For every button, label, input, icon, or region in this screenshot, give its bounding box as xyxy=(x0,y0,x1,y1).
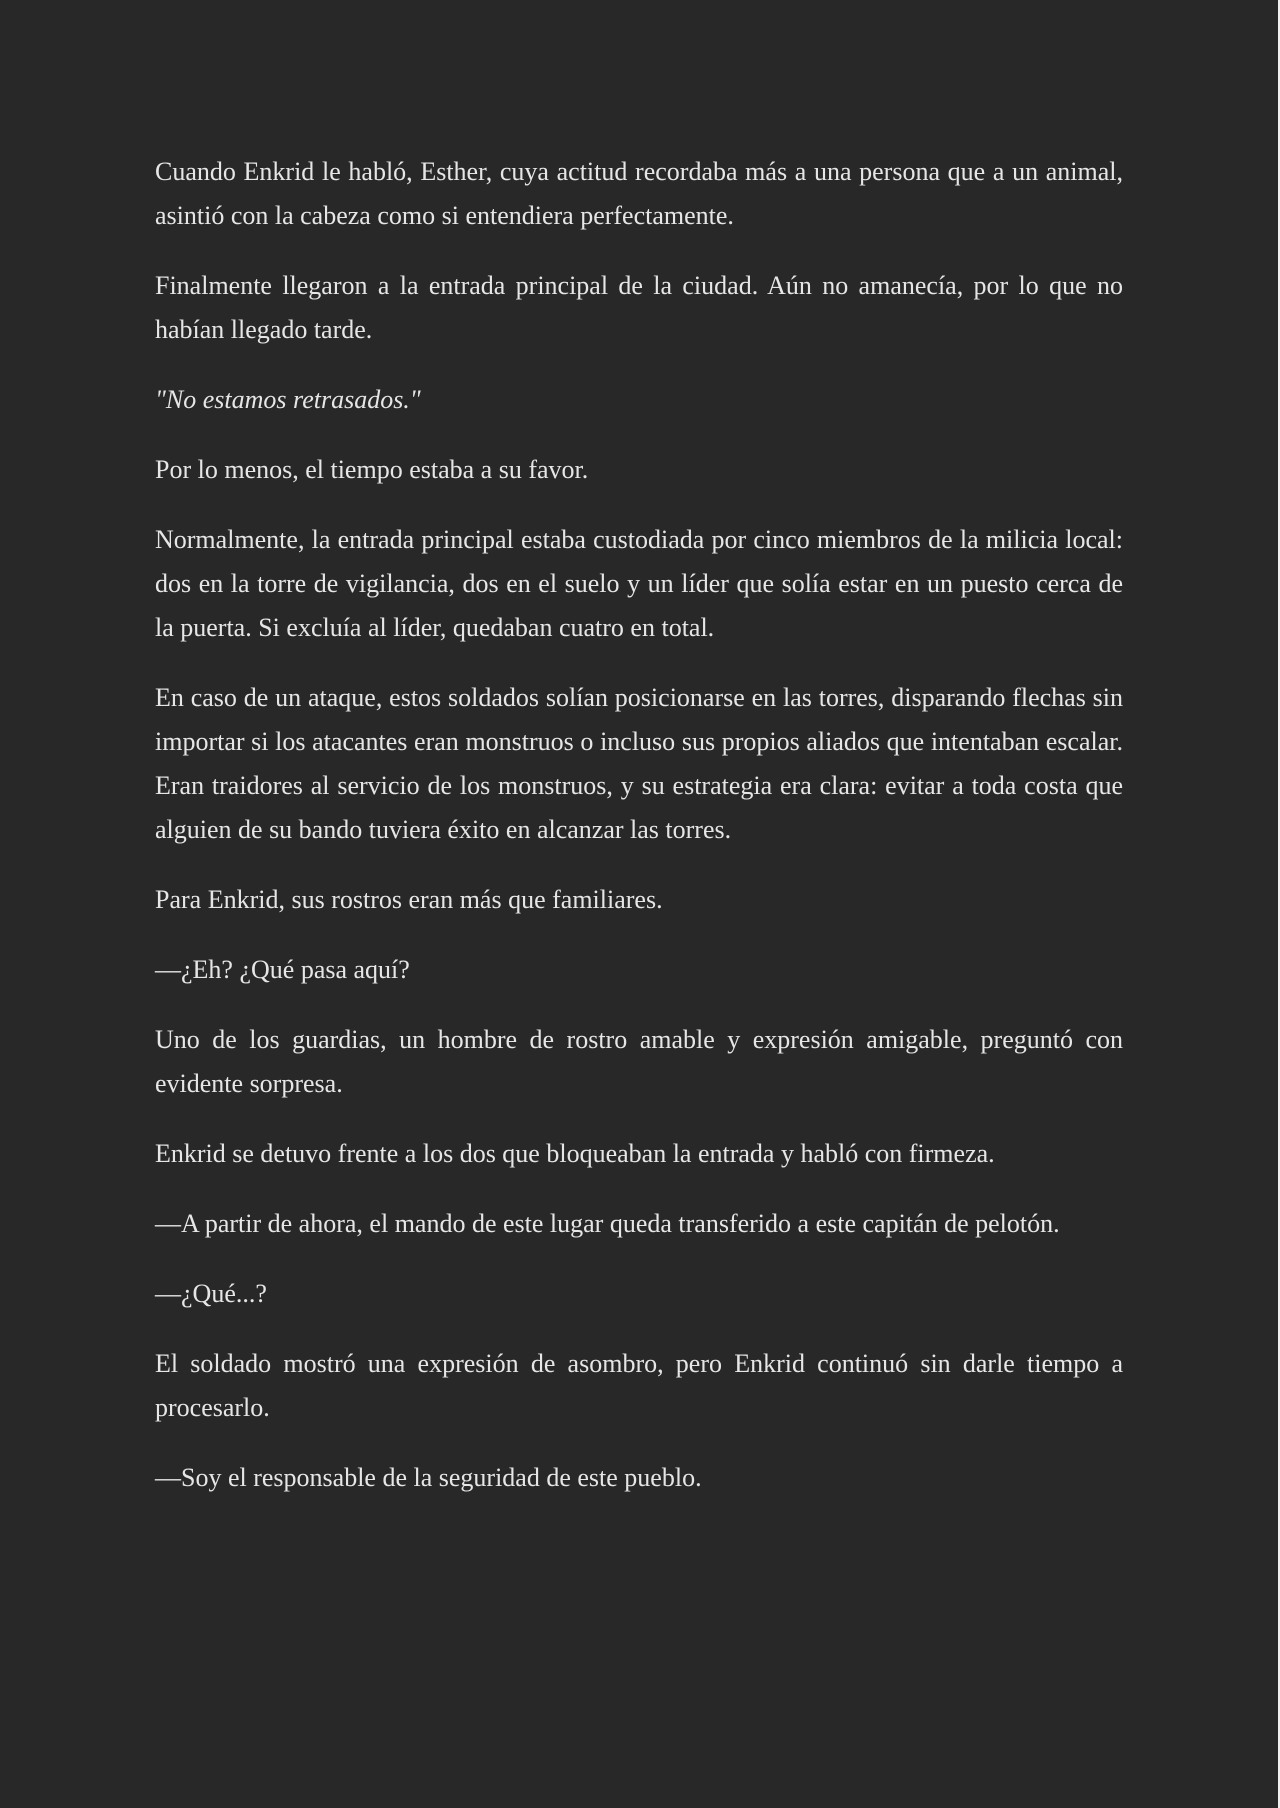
paragraph-dialogue: —¿Qué...? xyxy=(155,1279,267,1308)
paragraph-dialogue: —¿Eh? ¿Qué pasa aquí? xyxy=(155,955,410,984)
paragraph: Para Enkrid, sus rostros eran más que familiares. xyxy=(155,885,663,914)
paragraph: Por lo menos, el tiempo estaba a su favor. xyxy=(155,455,589,484)
paragraph-dialogue: —Soy el responsable de la seguridad de este pueblo. xyxy=(155,1463,702,1492)
paragraph: Cuando Enkrid le habló, Esther, cuya actitud recordaba más a una persona que a un animal, asintió con la cabeza como si entendiera perfectamente. xyxy=(155,157,1123,230)
paragraph: Normalmente, la entrada principal estaba custodiada por cinco miembros de la milicia local: dos en la torre de vigilancia, dos en el suelo y un líder que solía estar en un puesto cerca de la puerta. Si excluía al líder, quedaban cuatro en total. xyxy=(155,525,1123,642)
paragraph: Enkrid se detuvo frente a los dos que bloqueaban la entrada y habló con firmeza. xyxy=(155,1139,995,1168)
paragraph: En caso de un ataque, estos soldados solían posicionarse en las torres, disparando flechas sin importar si los atacantes eran monstruos o incluso sus propios aliados que intentaban escalar. Eran traidores al servicio de los monstruos, y su estrategia era clara: evitar a toda costa que alguien de su bando tuviera éxito en alcanzar las torres. xyxy=(155,683,1123,844)
paragraph-dialogue: —A partir de ahora, el mando de este lugar queda transferido a este capitán de pelotón. xyxy=(155,1209,1060,1238)
paragraph: Finalmente llegaron a la entrada principal de la ciudad. Aún no amanecía, por lo que no habían llegado tarde. xyxy=(155,271,1123,344)
paragraph: Uno de los guardias, un hombre de rostro amable y expresión amigable, preguntó con evidente sorpresa. xyxy=(155,1025,1123,1098)
chapter-text xyxy=(155,150,1123,1526)
paragraph-thought: "No estamos retrasados." xyxy=(155,385,421,414)
paragraph: El soldado mostró una expresión de asombro, pero Enkrid continuó sin darle tiempo a procesarlo. xyxy=(155,1349,1123,1422)
